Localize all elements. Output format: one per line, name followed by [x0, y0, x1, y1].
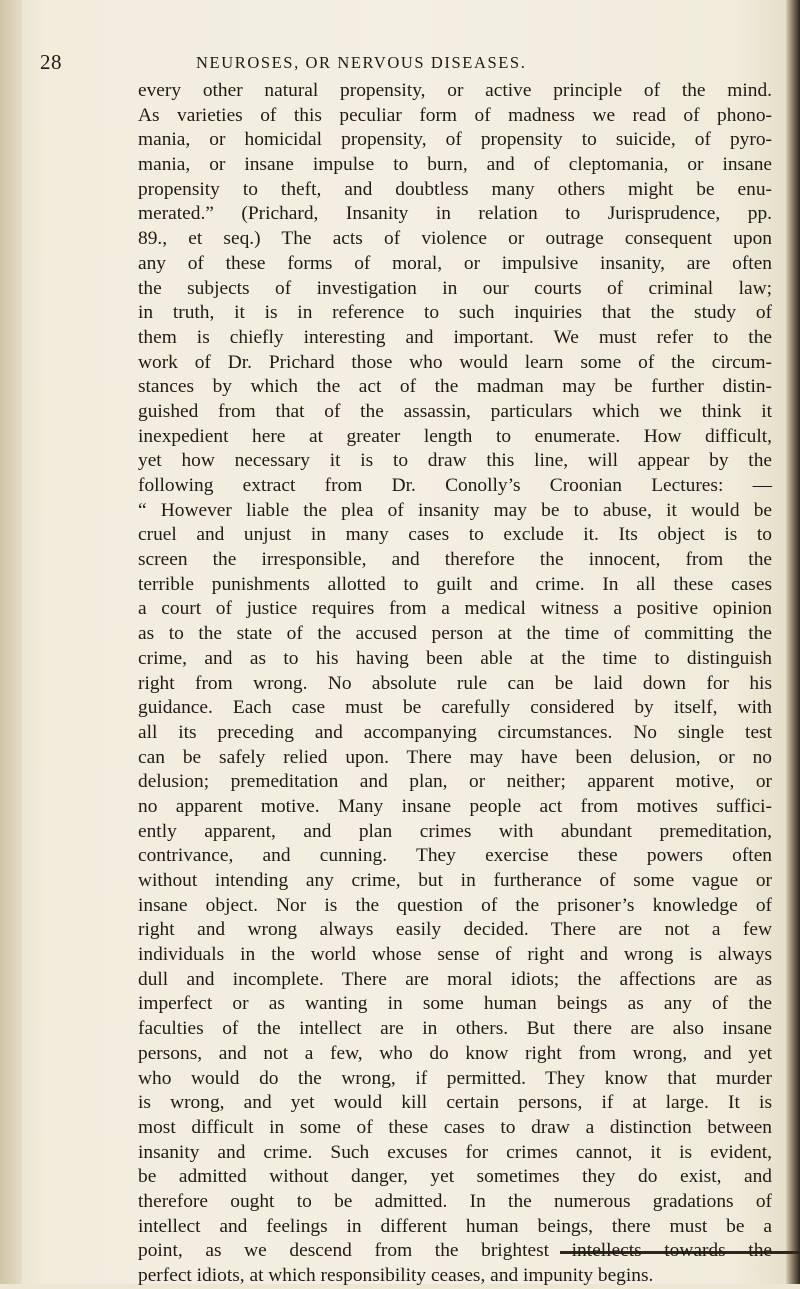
- text-line: perfect idiots, at which responsibility ceases, and impunity begins.: [138, 1265, 654, 1286]
- text-line: terrible punishments allotted to guilt and crime. In all these cases: [138, 573, 772, 595]
- text-line: screen the irresponsible, and therefore the innocent, from the: [138, 549, 772, 571]
- text-line: 89., et seq.) The acts of violence or outrage consequent upon: [138, 228, 772, 250]
- text-line: stances by which the act of the madman may be further distin-: [138, 376, 772, 398]
- text-line: any of these forms of moral, or impulsive insanity, are often: [138, 252, 772, 274]
- text-line: crime, and as to his having been able at the time to distinguish: [138, 647, 772, 669]
- text-line: in truth, it is in reference to such inquiries that the study of: [138, 302, 772, 324]
- text-line: every other natural propensity, or active principle of the mind.: [138, 80, 772, 101]
- text-line: individuals in the world whose sense of right and wrong is always: [138, 944, 772, 966]
- text-line: a court of justice requires from a medical witness a positive opinion: [138, 598, 772, 620]
- text-line: mania, or homicidal propensity, of propensity to suicide, of pyro-: [138, 129, 772, 151]
- text-line: cruel and unjust in many cases to exclude it. Its object is to: [138, 524, 772, 546]
- text-line: be admitted without danger, yet sometimes they do exist, and: [138, 1166, 772, 1188]
- text-line: faculties of the intellect are in others. But there are also insane: [138, 1018, 772, 1040]
- text-line: who would do the wrong, if permitted. They know that murder: [138, 1067, 772, 1089]
- text-line: mania, or insane impulse to burn, and of cleptomania, or insane: [138, 154, 772, 176]
- text-line: right and wrong always easily decided. There are not a few: [138, 919, 772, 941]
- text-line: the subjects of investigation in our courts of criminal law;: [138, 277, 772, 299]
- binding-gutter: [0, 0, 22, 1284]
- text-line: point, as we descend from the brightest intellects towards the: [138, 1240, 772, 1262]
- text-line: contrivance, and cunning. They exercise these powers often: [138, 845, 772, 867]
- text-line: guidance. Each case must be carefully considered by itself, with: [138, 697, 772, 719]
- text-line: right from wrong. No absolute rule can be laid down for his: [138, 672, 772, 694]
- text-line: is wrong, and yet would kill certain persons, if at large. It is: [138, 1092, 772, 1114]
- text-line: them is chiefly interesting and important. We must refer to the: [138, 326, 772, 348]
- text-line: merated.” (Prichard, Insanity in relation to Jurisprudence, pp.: [138, 203, 772, 225]
- text-line: following extract from Dr. Conolly’s Croonian Lectures: —: [138, 475, 772, 496]
- text-line: work of Dr. Prichard those who would learn some of the circum-: [138, 351, 772, 373]
- text-line: all its preceding and accompanying circumstances. No single test: [138, 721, 772, 743]
- text-line: can be safely relied upon. There may have been delusion, or no: [138, 746, 772, 768]
- text-line: therefore ought to be admitted. In the numerous gradations of: [138, 1190, 772, 1212]
- text-line: insanity and crime. Such excuses for crimes cannot, it is evident,: [138, 1141, 772, 1163]
- text-line: most difficult in some of these cases to draw a distinction between: [138, 1116, 772, 1138]
- text-line: no apparent motive. Many insane people act from motives suffici-: [138, 795, 772, 817]
- page-edge-shadow: [786, 0, 800, 1284]
- text-line: dull and incomplete. There are moral idiots; the affections are as: [138, 968, 772, 990]
- text-line: guished from that of the assassin, particulars which we think it: [138, 400, 772, 422]
- text-line: intellect and feelings in different human beings, there must be a: [138, 1215, 772, 1237]
- text-line: without intending any crime, but in furtherance of some vague or: [138, 870, 772, 891]
- text-line: ently apparent, and plan crimes with abundant premeditation,: [138, 820, 772, 842]
- text-line: As varieties of this peculiar form of madness we read of phono-: [138, 104, 772, 126]
- text-line: persons, and not a few, who do know right from wrong, and yet: [138, 1042, 772, 1064]
- text-line: insane object. Nor is the question of the prisoner’s knowledge of: [138, 894, 772, 916]
- body-text: [138, 79, 772, 1289]
- text-line: yet how necessary it is to draw this line, will appear by the: [138, 450, 772, 472]
- text-line: propensity to theft, and doubtless many others might be enu-: [138, 178, 772, 200]
- running-head: NEUROSES, OR NERVOUS DISEASES.: [196, 53, 527, 72]
- text-line: delusion; premeditation and plan, or neither; apparent motive, or: [138, 771, 772, 793]
- text-line: as to the state of the accused person at the time of committing the: [138, 623, 772, 645]
- page-number: 28: [40, 50, 62, 74]
- text-line: imperfect or as wanting in some human beings as any of the: [138, 993, 772, 1015]
- text-line: inexpedient here at greater length to enumerate. How difficult,: [138, 425, 772, 447]
- text-line: “ However liable the plea of insanity may be to abuse, it would be: [138, 499, 772, 521]
